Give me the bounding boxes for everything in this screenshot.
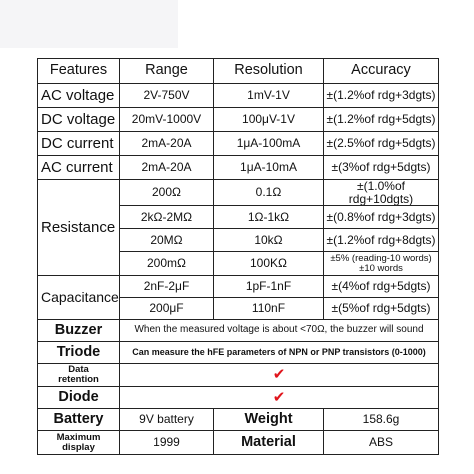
resolution-cell: 10kΩ xyxy=(214,229,324,252)
background-panel xyxy=(0,0,178,48)
feature-battery: Battery xyxy=(38,409,120,431)
row-max-display xyxy=(38,431,439,455)
header-row xyxy=(38,59,439,84)
row-buzzer xyxy=(38,320,439,342)
range-cell: 2mA-20A xyxy=(120,132,214,156)
row-resistance-1 xyxy=(38,180,439,206)
material-value: ABS xyxy=(324,431,439,455)
row-ac-voltage xyxy=(38,84,439,108)
range-cell: 200Ω xyxy=(120,180,214,206)
resolution-cell: 1Ω-1kΩ xyxy=(214,206,324,229)
range-cell: 20MΩ xyxy=(120,229,214,252)
check-icon: ✔ xyxy=(120,364,439,387)
feature-max-display xyxy=(38,431,120,455)
buzzer-description: When the measured voltage is about <70Ω, the buzzer will sound xyxy=(120,320,439,342)
battery-value: 9V battery xyxy=(120,409,214,431)
weight-value: 158.6g xyxy=(324,409,439,431)
feature-line: display xyxy=(62,441,95,453)
resolution-cell: 1μA-100mA xyxy=(214,132,324,156)
feature-triode: Triode xyxy=(38,342,120,364)
resolution-cell: 100μV-1V xyxy=(214,108,324,132)
feature-capacitance: Capacitance xyxy=(38,276,120,320)
row-battery xyxy=(38,409,439,431)
range-cell: 2nF-2μF xyxy=(120,276,214,298)
feature-line: Maximum xyxy=(56,431,101,443)
accuracy-cell: ±(1.2%of rdg+3dgts) xyxy=(324,84,439,108)
header-accuracy: Accuracy xyxy=(324,59,439,84)
accuracy-cell: ±(1.0%of rdg+10dgts) xyxy=(324,180,439,206)
range-cell: 200mΩ xyxy=(120,252,214,276)
row-data-retention xyxy=(38,364,439,387)
resolution-cell: 100KΩ xyxy=(214,252,324,276)
header-range: Range xyxy=(120,59,214,84)
header-features: Features xyxy=(38,59,120,84)
accuracy-cell: ±(1.2%of rdg+5dgts) xyxy=(324,108,439,132)
resolution-cell: 0.1Ω xyxy=(214,180,324,206)
max-display-value: 1999 xyxy=(120,431,214,455)
spec-table xyxy=(37,58,439,455)
row-dc-voltage xyxy=(38,108,439,132)
feature-dc-voltage: DC voltage xyxy=(38,108,120,132)
accuracy-cell xyxy=(324,252,439,276)
resolution-cell: 1mV-1V xyxy=(214,84,324,108)
feature-ac-voltage: AC voltage xyxy=(38,84,120,108)
range-cell: 200μF xyxy=(120,298,214,320)
accuracy-cell: ±(4%of rdg+5dgts) xyxy=(324,276,439,298)
feature-resistance: Resistance xyxy=(38,180,120,276)
feature-data-retention xyxy=(38,364,120,387)
accuracy-cell: ±(5%of rdg+5dgts) xyxy=(324,298,439,320)
row-diode xyxy=(38,387,439,409)
resolution-cell: 1μA-10mA xyxy=(214,156,324,180)
range-cell: 2V-750V xyxy=(120,84,214,108)
feature-line: Data xyxy=(68,364,89,376)
weight-label: Weight xyxy=(214,409,324,431)
triode-description: Can measure the hFE parameters of NPN or PNP transistors (0-1000) xyxy=(120,342,439,364)
feature-line: retention xyxy=(58,374,99,386)
range-cell: 20mV-1000V xyxy=(120,108,214,132)
accuracy-cell: ±(2.5%of rdg+5dgts) xyxy=(324,132,439,156)
feature-diode: Diode xyxy=(38,387,120,409)
resolution-cell: 1pF-1nF xyxy=(214,276,324,298)
feature-dc-current: DC current xyxy=(38,132,120,156)
row-triode xyxy=(38,342,439,364)
accuracy-cell: ±(0.8%of rdg+3dgts) xyxy=(324,206,439,229)
material-label: Material xyxy=(214,431,324,455)
accuracy-line: ±5% (reading-10 words) xyxy=(330,252,432,264)
row-dc-current xyxy=(38,132,439,156)
range-cell: 2kΩ-2MΩ xyxy=(120,206,214,229)
accuracy-cell: ±(1.2%of rdg+8dgts) xyxy=(324,229,439,252)
header-resolution: Resolution xyxy=(214,59,324,84)
feature-ac-current: AC current xyxy=(38,156,120,180)
accuracy-line: ±10 words xyxy=(359,262,403,274)
row-ac-current xyxy=(38,156,439,180)
row-capacitance-1 xyxy=(38,276,439,298)
range-cell: 2mA-20A xyxy=(120,156,214,180)
accuracy-cell: ±(3%of rdg+5dgts) xyxy=(324,156,439,180)
resolution-cell: 110nF xyxy=(214,298,324,320)
check-icon: ✔ xyxy=(120,387,439,409)
feature-buzzer: Buzzer xyxy=(38,320,120,342)
